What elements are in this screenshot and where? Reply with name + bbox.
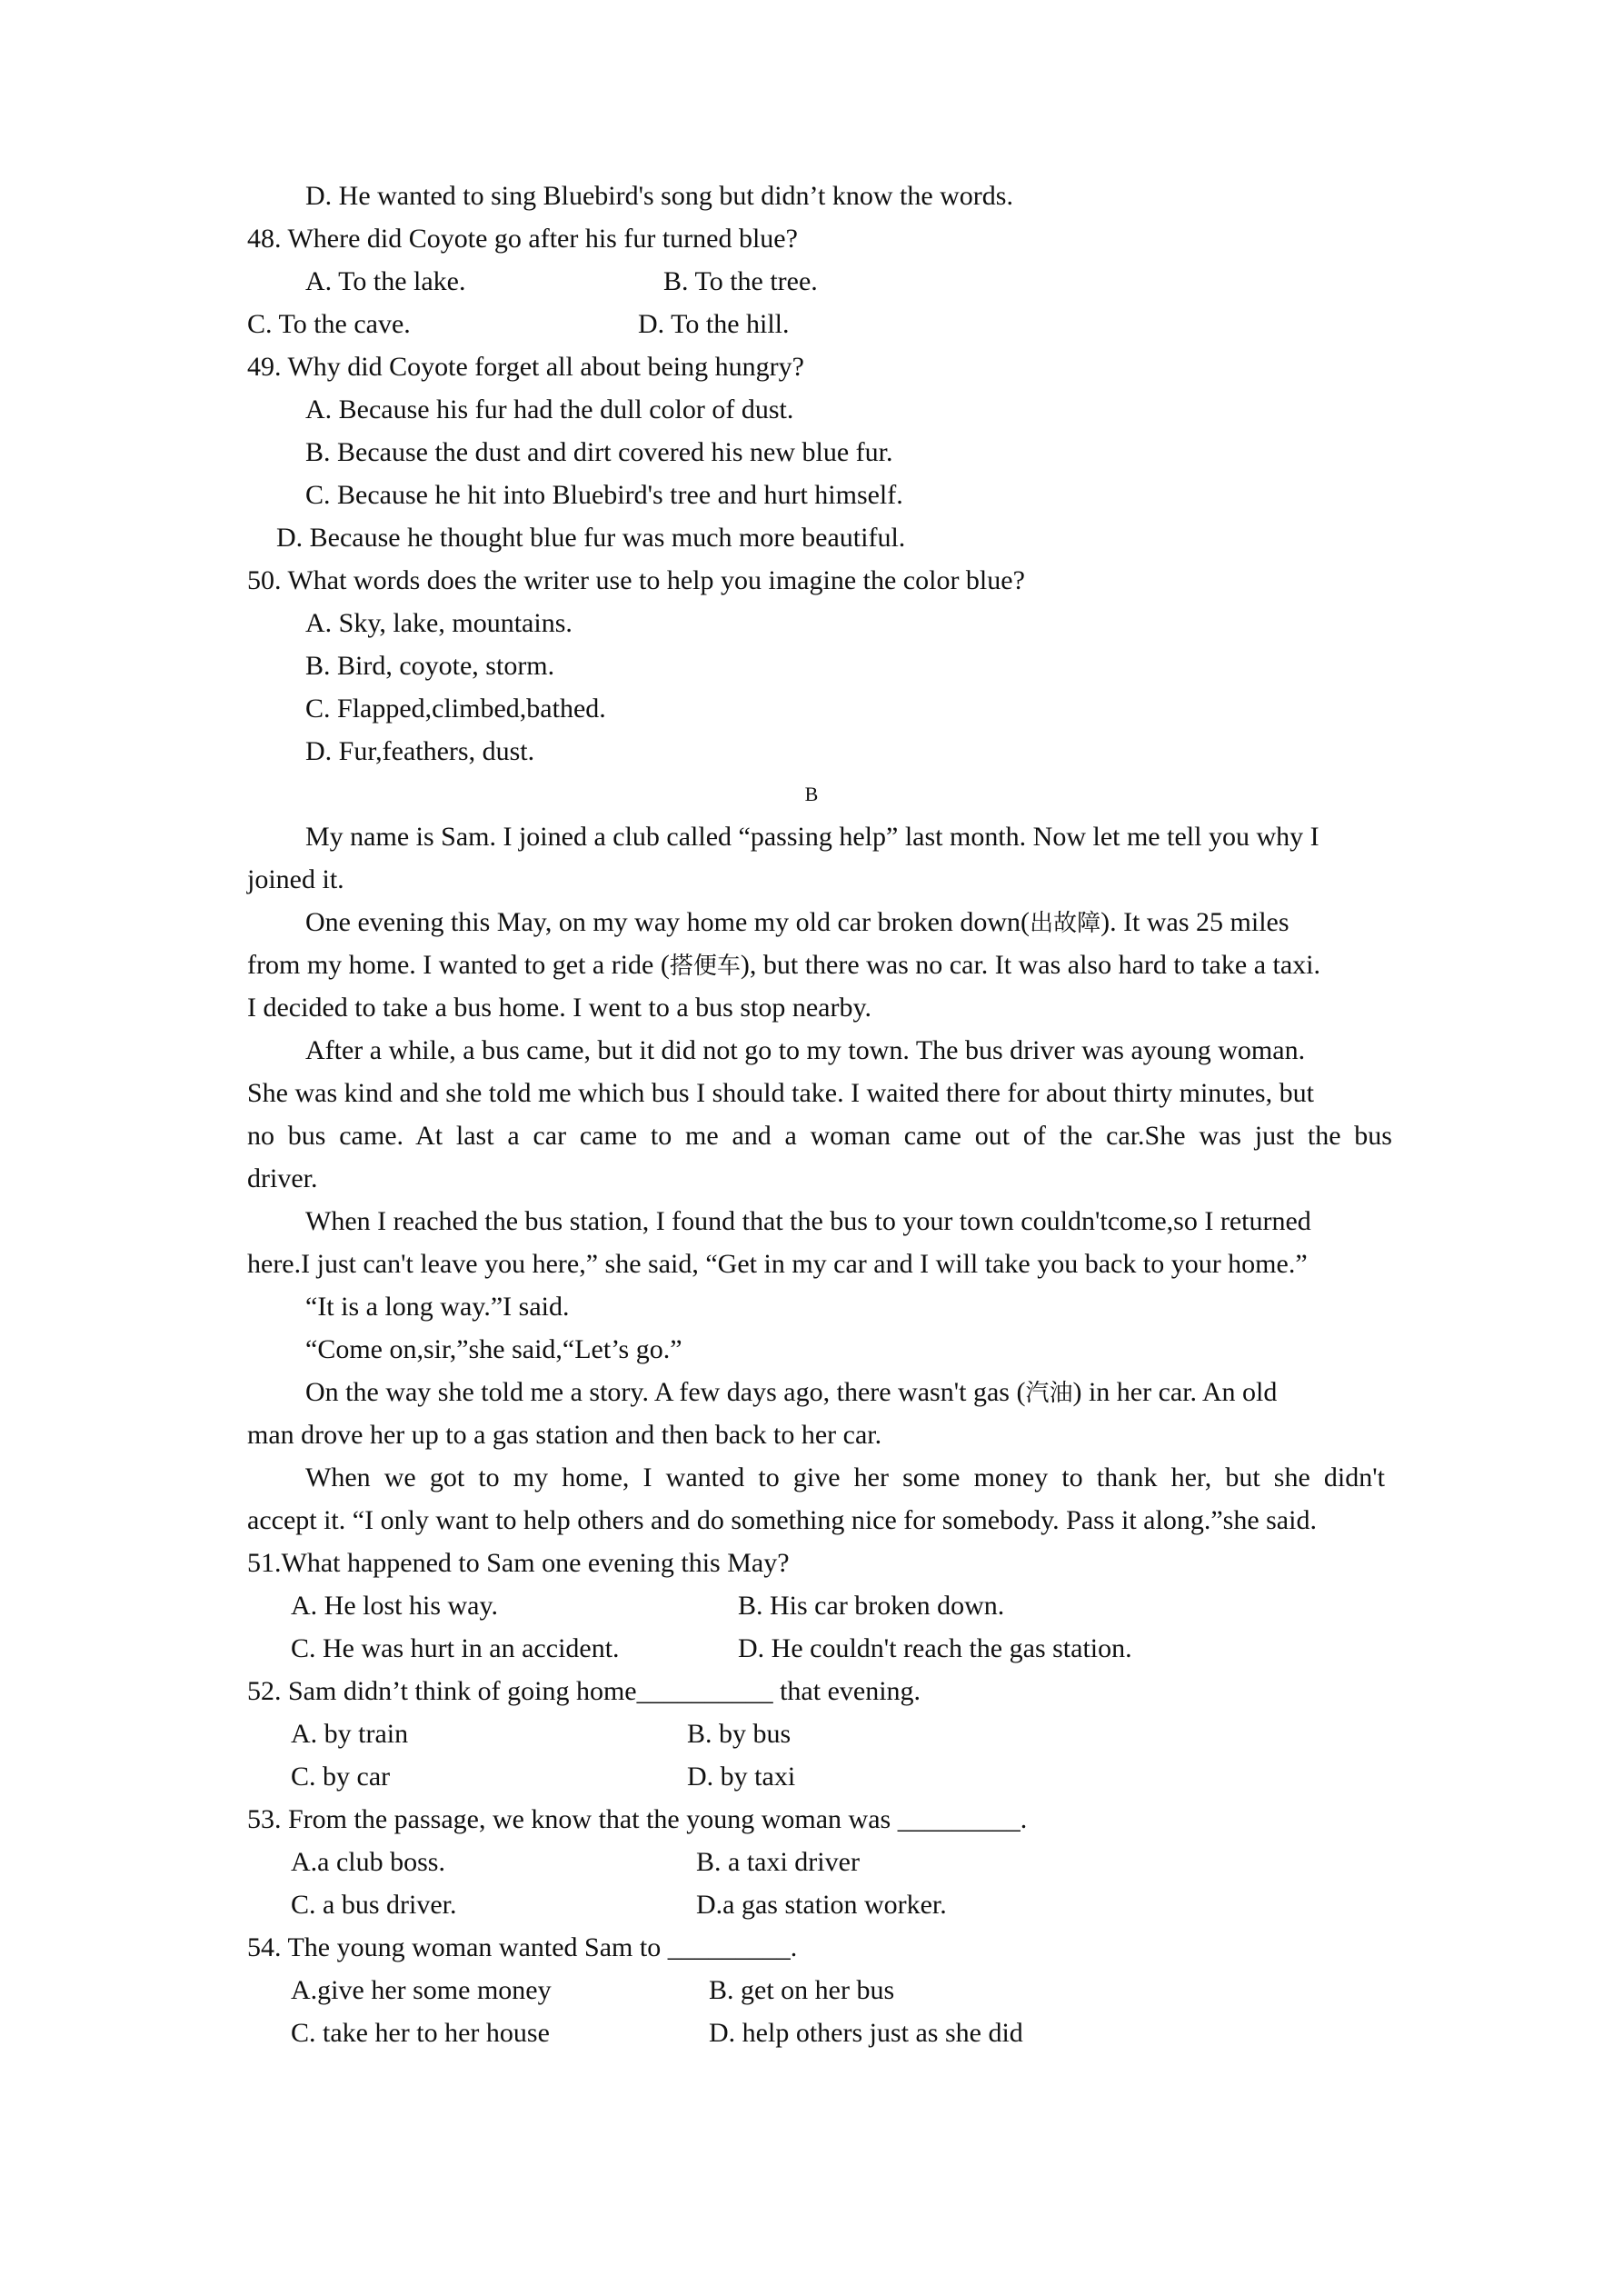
passage-p7-line1-end: ) in her car. An old — [1072, 1377, 1278, 1407]
q48-option-b: B. To the tree. — [663, 266, 818, 296]
q53-option-b: B. a taxi driver — [696, 1847, 860, 1877]
q54-options-cd — [247, 2011, 1410, 2054]
q48-options-cd — [247, 303, 1410, 345]
q52-option-d: D. by taxi — [687, 1762, 796, 1792]
q53-option-a: A.a club boss. — [291, 1847, 445, 1877]
q48-question: 48. Where did Coyote go after his fur turned blue? — [247, 224, 798, 254]
q51-option-a: A. He lost his way. — [291, 1591, 499, 1621]
q52-option-b: B. by bus — [687, 1719, 792, 1749]
q50-option-a: A. Sky, lake, mountains. — [305, 608, 573, 638]
passage-p7-line2: man drove her up to a gas station and then back to her car. — [247, 1420, 882, 1450]
passage-p2-line1 — [305, 901, 1385, 943]
passage-p2-line1-end: ). It was 25 miles — [1100, 907, 1289, 937]
passage-p2-line1-text: One evening this May, on my way home my old car broken down( — [305, 907, 1031, 937]
q48-option-d: D. To the hill. — [638, 309, 790, 339]
q53-question: 53. From the passage, we know that the young woman was _________. — [247, 1804, 1028, 1834]
passage-p1-line2: joined it. — [247, 864, 344, 894]
q48-options-ab — [247, 260, 1410, 303]
q52-option-a: A. by train — [291, 1719, 409, 1749]
q48-option-c: C. To the cave. — [247, 309, 411, 339]
passage-p7-line1-chinese: 汽油 — [1025, 1380, 1073, 1407]
q53-option-c: C. a bus driver. — [291, 1890, 457, 1920]
q54-options-ab — [247, 1969, 1410, 2011]
passage-p3-line1: After a while, a bus came, but it did not go to my town. The bus driver was ayoung woman. — [305, 1035, 1306, 1065]
q48-option-a: A. To the lake. — [305, 266, 466, 296]
passage-p6: “Come on,sir,”she said,“Let’s go.” — [305, 1334, 682, 1364]
q52-question: 52. Sam didn’t think of going home__________ that evening. — [247, 1676, 921, 1706]
q47-option-d: D. He wanted to sing Bluebird's song but didn’t know the words. — [305, 181, 1013, 211]
passage-p2-line2-chinese: 搭便车 — [669, 953, 741, 980]
q49-option-c: C. Because he hit into Bluebird's tree and hurt himself. — [305, 480, 903, 510]
section-label: B — [804, 783, 819, 805]
q52-options-cd — [247, 1755, 1410, 1798]
q51-option-c: C. He was hurt in an accident. — [291, 1633, 620, 1663]
q49-option-a: A. Because his fur had the dull color of dust. — [305, 394, 794, 424]
q51-options-cd — [247, 1627, 1410, 1670]
passage-p1-line1: My name is Sam. I joined a club called “passing help” last month. Now let me tell you why I — [305, 822, 1319, 852]
q50-option-b: B. Bird, coyote, storm. — [305, 651, 555, 681]
q51-option-b: B. His car broken down. — [738, 1591, 1005, 1621]
q50-option-d: D. Fur,feathers, dust. — [305, 736, 535, 766]
q52-option-c: C. by car — [291, 1762, 391, 1792]
passage-p4-line1: When I reached the bus station, I found that the bus to your town couldn'tcome,so I returned — [305, 1206, 1311, 1236]
passage-p2-line1-chinese: 出故障 — [1030, 910, 1101, 937]
passage-p4-line2: here.I just can't leave you here,” she said, “Get in my car and I will take you back to your home.” — [247, 1249, 1308, 1279]
q51-options-ab — [247, 1584, 1410, 1627]
q53-option-d: D.a gas station worker. — [696, 1890, 947, 1920]
q54-option-c: C. take her to her house — [291, 2018, 550, 2048]
q51-question: 51.What happened to Sam one evening this May? — [247, 1548, 790, 1578]
q49-option-d: D. Because he thought blue fur was much more beautiful. — [276, 523, 906, 553]
passage-p3-line4: driver. — [247, 1163, 318, 1193]
q50-option-c: C. Flapped,climbed,bathed. — [305, 694, 606, 724]
passage-p2-line2 — [247, 943, 1410, 986]
passage-p2-line2-end: ), but there was no car. It was also hard to take a taxi. — [740, 950, 1320, 980]
passage-p7-line1-text: On the way she told me a story. A few days ago, there wasn't gas ( — [305, 1377, 1026, 1407]
passage-p7-line1 — [305, 1371, 1385, 1413]
q50-question: 50. What words does the writer use to help you imagine the color blue? — [247, 565, 1025, 595]
passage-p3-line2: She was kind and she told me which bus I should take. I waited there for about thirty minutes, but — [247, 1078, 1314, 1108]
q54-question: 54. The young woman wanted Sam to _________. — [247, 1932, 798, 1962]
passage-p8-line2: accept it. “I only want to help others and do something nice for somebody. Pass it along.”she said. — [247, 1505, 1317, 1535]
q54-option-a: A.give her some money — [291, 1975, 552, 2005]
q52-options-ab — [247, 1712, 1410, 1755]
q51-option-d: D. He couldn't reach the gas station. — [738, 1633, 1132, 1663]
q53-options-cd — [247, 1883, 1410, 1926]
passage-p5: “It is a long way.”I said. — [305, 1292, 570, 1322]
q54-option-d: D. help others just as she did — [709, 2018, 1023, 2048]
q53-options-ab — [247, 1841, 1410, 1883]
q49-question: 49. Why did Coyote forget all about being hungry? — [247, 352, 804, 382]
passage-p3-line3: no bus came. At last a car came to me and a woman came out of the car.She was just the bus — [247, 1121, 1392, 1151]
passage-p2-line3: I decided to take a bus home. I went to a bus stop nearby. — [247, 993, 872, 1023]
passage-p8-line1: When we got to my home, I wanted to give her some money to thank her, but she didn't — [305, 1462, 1385, 1492]
q54-option-b: B. get on her bus — [709, 1975, 895, 2005]
passage-p2-line2-text: from my home. I wanted to get a ride ( — [247, 950, 670, 980]
q49-option-b: B. Because the dust and dirt covered his new blue fur. — [305, 437, 893, 467]
